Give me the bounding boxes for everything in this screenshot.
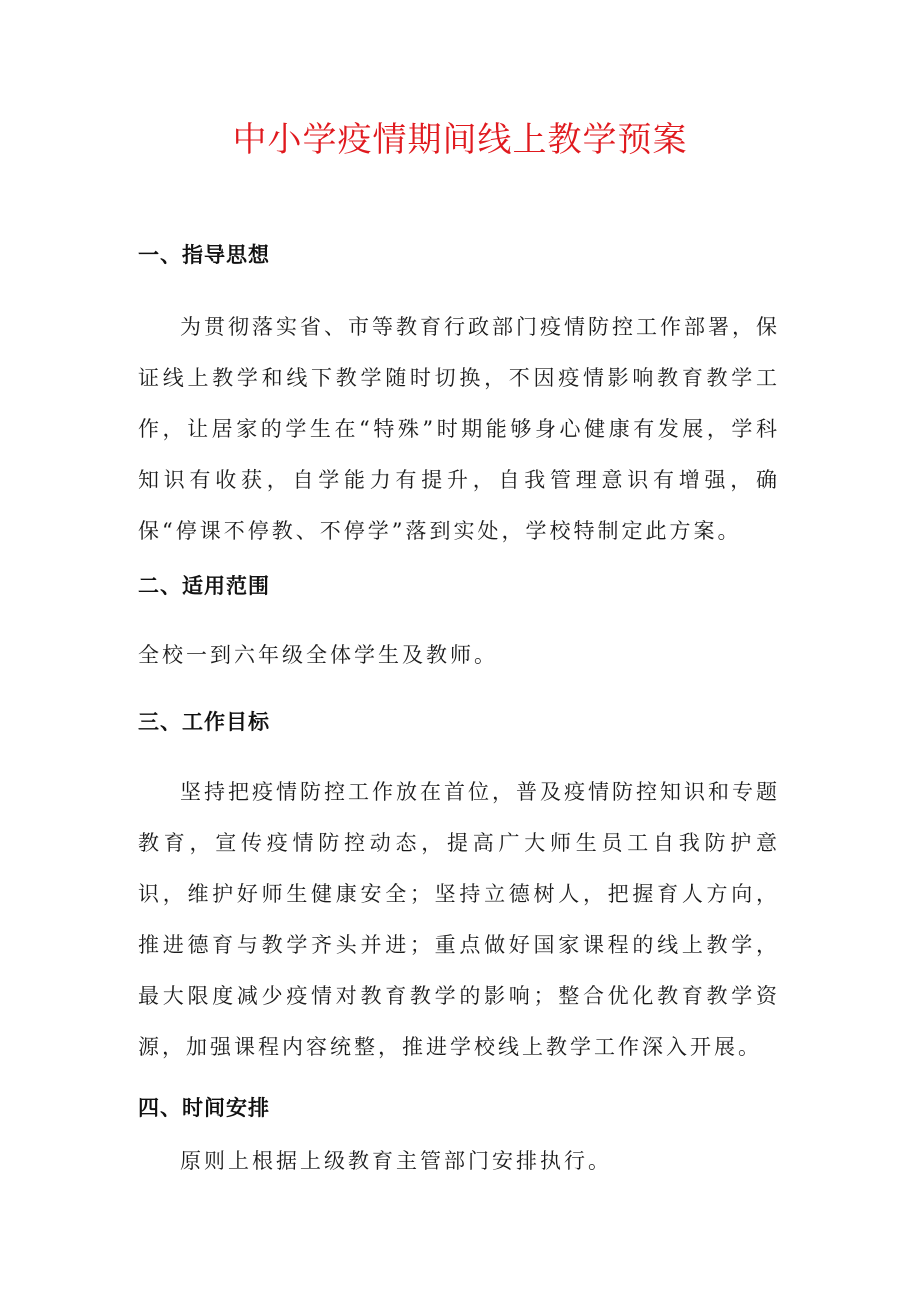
section-heading-scope: 二、适用范围	[138, 574, 270, 598]
section-body-schedule: 原则上根据上级教育主管部门安排执行。	[180, 1149, 612, 1173]
section-body-guiding-ideology: 为贯彻落实省、市等教育行政部门疫情防控工作部署，保证线上教学和线下教学随时切换，不因疫情影响教育教学工作，让居家的学生在“特殊”时期能够身心健康有发展，学科知识有收获，自学能力有提升，自我管理意识有增强，确保“停课不停教、不停学”落到实处，学校特制定此方案。	[138, 315, 780, 543]
section-body-work-goals: 坚持把疫情防控工作放在首位，普及疫情防控知识和专题教育，宣传疫情防控动态，提高广大师生员工自我防护意识，维护好师生健康安全；坚持立德树人，把握育人方向，推进德育与教学齐头并进；重点做好国家课程的线上教学，最大限度减少疫情对教育教学的影响；整合优化教育教学资源，加强课程内容统整，推进学校线上教学工作深入开展。	[138, 780, 780, 1059]
section-body-scope: 全校一到六年级全体学生及教师。	[138, 643, 498, 667]
section-heading-schedule: 四、时间安排	[138, 1096, 270, 1120]
section-heading-guiding-ideology: 一、指导思想	[138, 243, 270, 267]
document-title: 中小学疫情期间线上教学预案	[232, 120, 688, 160]
section-heading-work-goals: 三、工作目标	[138, 710, 270, 734]
